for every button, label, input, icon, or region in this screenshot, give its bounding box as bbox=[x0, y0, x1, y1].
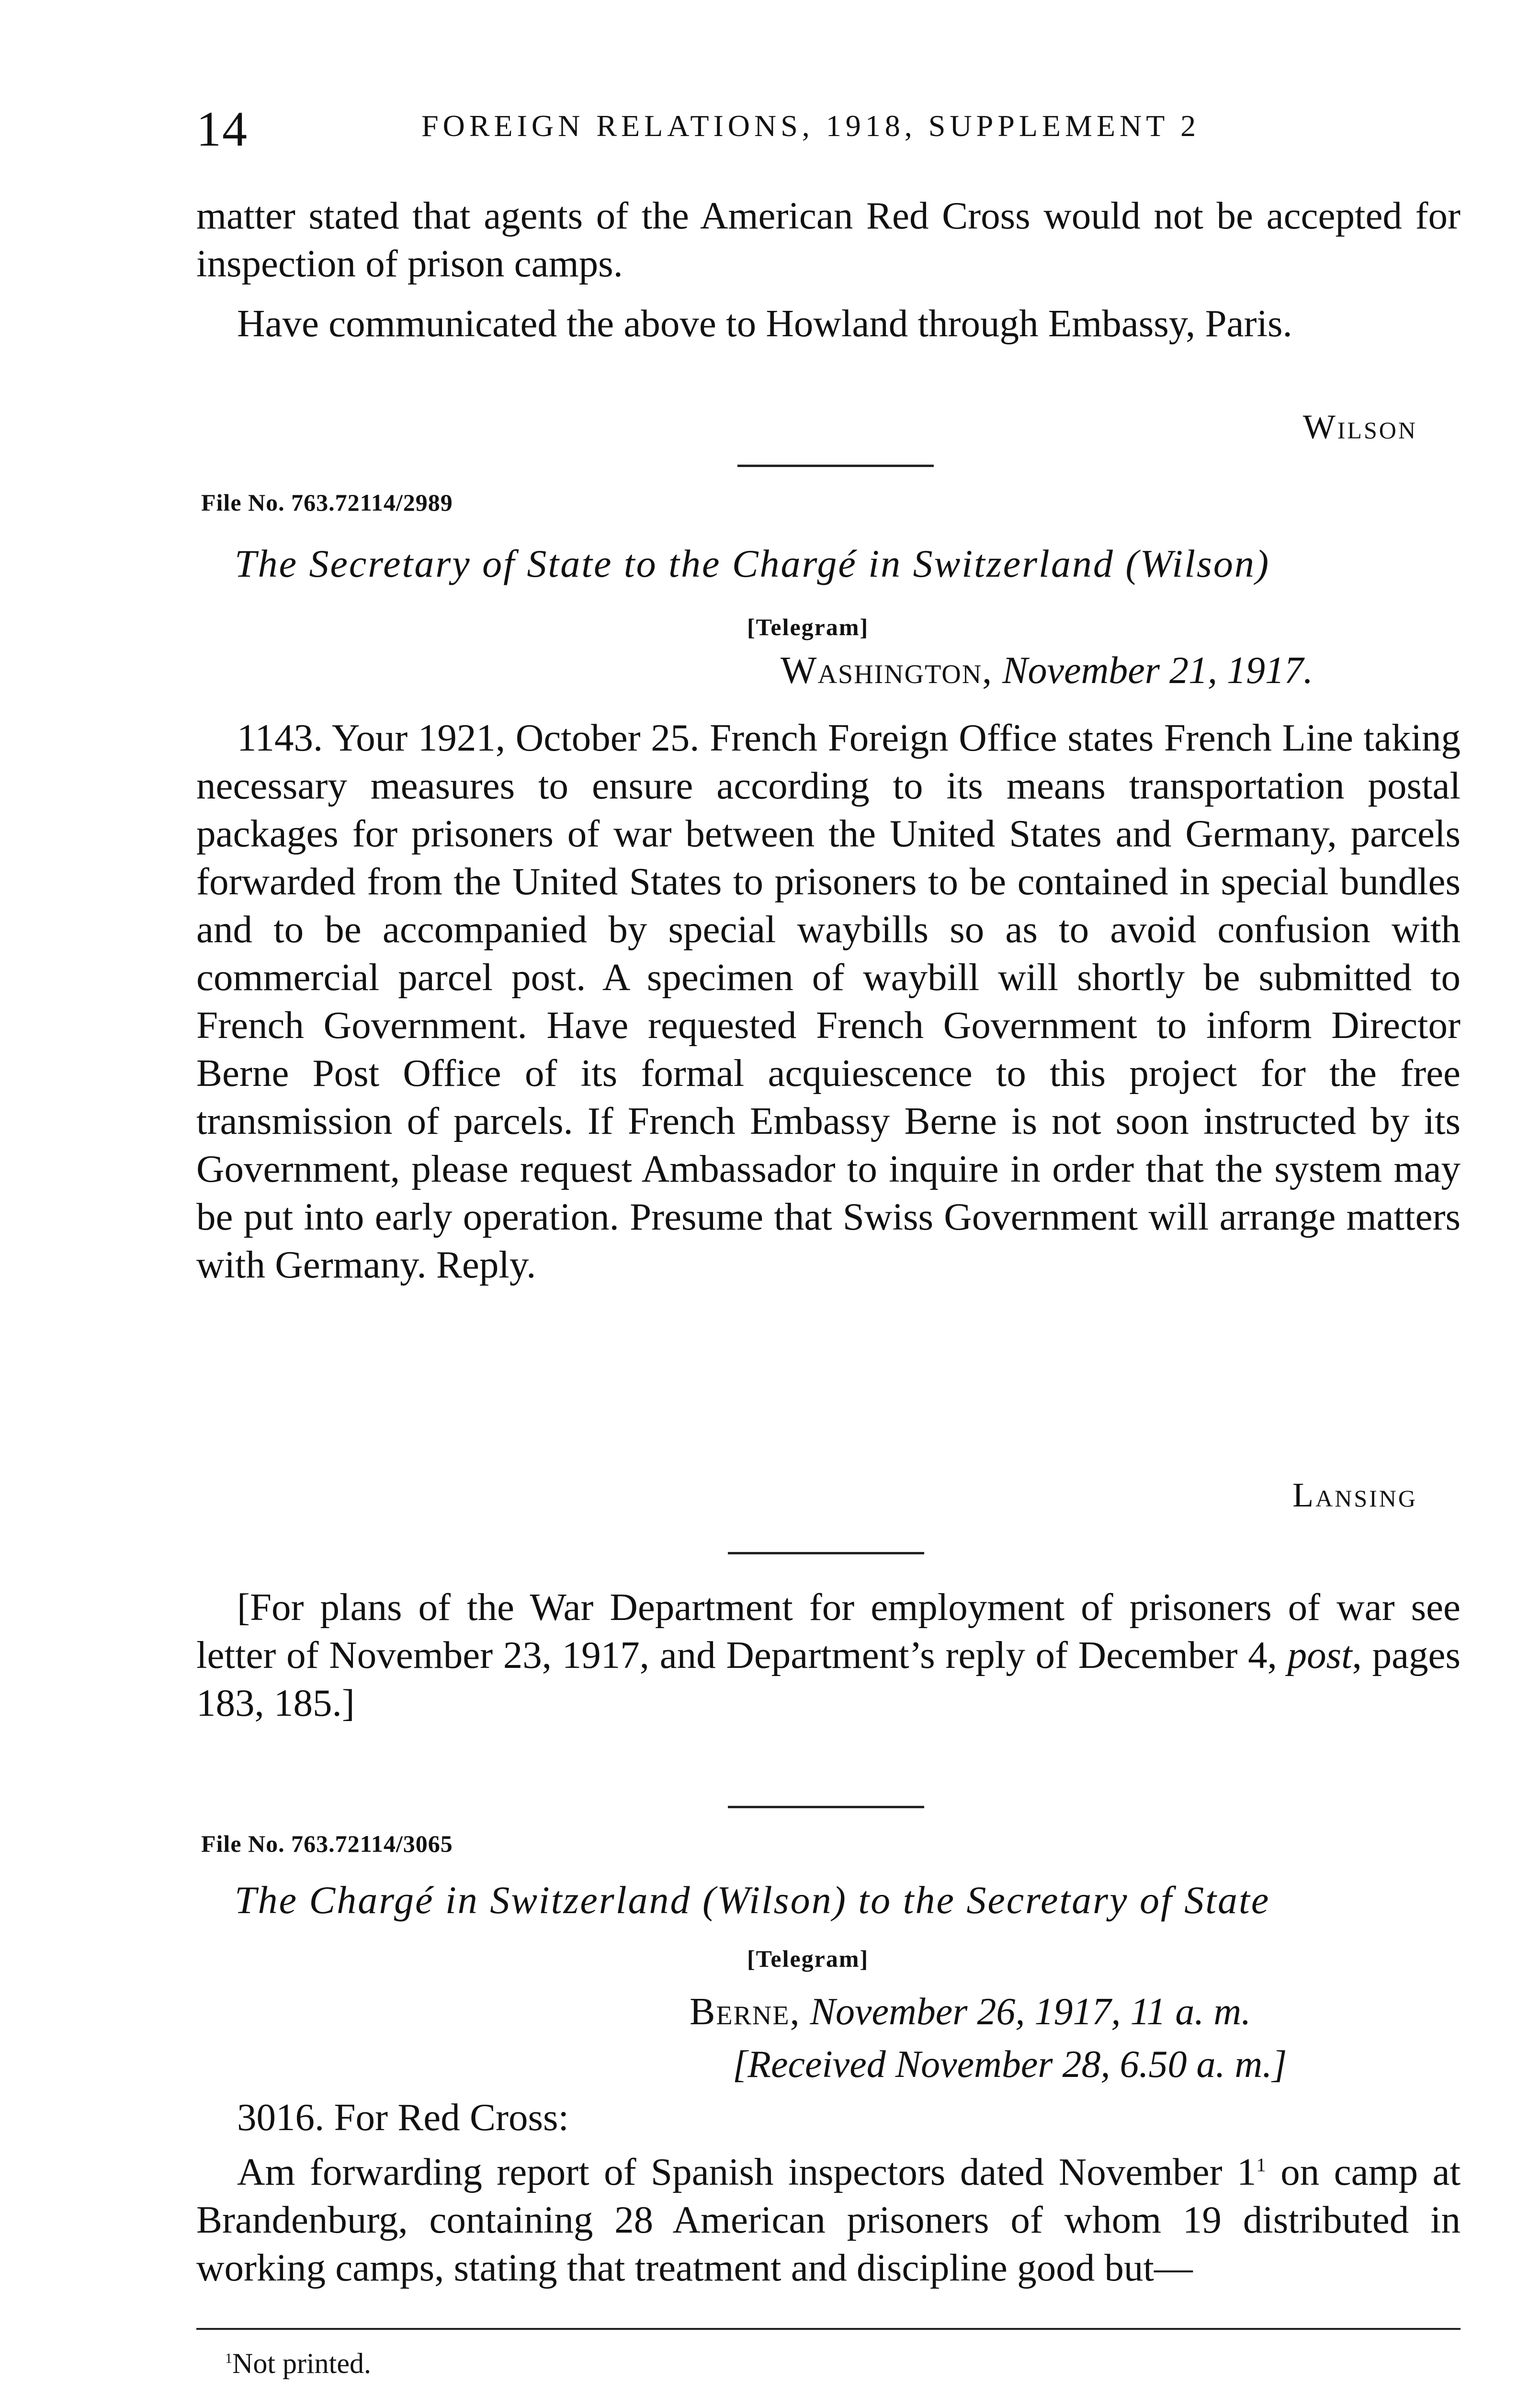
document-heading bbox=[235, 1878, 1270, 1923]
heading-text-end: to the Secretary of State bbox=[858, 1878, 1270, 1922]
dateline-place: Berne, bbox=[690, 1991, 801, 2033]
paragraph-continued: matter stated that agents of the American Red Cross would not be accepted for inspection of prison camps. bbox=[196, 194, 1461, 285]
telegram-body bbox=[196, 2141, 1461, 2292]
section-divider bbox=[737, 465, 934, 467]
file-number: File No. 763.72114/3065 bbox=[201, 1830, 453, 1857]
page-header bbox=[196, 96, 1461, 163]
note-text-after: , pages 183, 185.] bbox=[196, 1633, 1461, 1724]
footnote-marker: 1 bbox=[225, 2350, 232, 2366]
dateline bbox=[781, 649, 1313, 693]
footnote-text: Not printed. bbox=[232, 2348, 371, 2379]
telegram-body: 1143. Your 1921, October 25. French Foreign Office states French Line taking necessary measures to ensure according to its means transportation postal packages for prisoners of war between the United States and Germany, parcels forwarded from the United States to prisoners to be contained in special bundles and to be accompanied by special waybills so as to avoid confusion with commercial parcel post. A specimen of waybill will shortly be submitted to French Government. Have requested French Government to inform Director Berne Post Office of its formal acquiescence to this project for the free transmission of parcels. If French Embassy Berne is not soon instructed by its Government, please request Ambassador to inquire in order that the system may be put into early operation. Presume that Swiss Government will arrange matters with Germany. Reply. bbox=[196, 716, 1461, 1286]
note-text-before: [For plans of the War Department for employment of prisoners of war see letter of November 23, 1917, and Department’s reply of December 4, bbox=[196, 1585, 1461, 1676]
dateline-date: November 21, 1917. bbox=[1002, 650, 1313, 692]
heading-text: The Secretary of State to the Chargé in Switzerland bbox=[235, 542, 1114, 585]
heading-text: The Chargé in Switzerland bbox=[235, 1878, 691, 1922]
section-divider bbox=[728, 1552, 924, 1554]
paragraph-communicated: Have communicated the above to Howland through Embassy, Paris. bbox=[237, 302, 1292, 345]
heading-name: (Wilson) bbox=[702, 1878, 847, 1922]
footnote-rule bbox=[196, 2328, 1461, 2330]
dateline-date: November 26, 1917, 11 a. m. bbox=[810, 1991, 1251, 2033]
signature-wilson: Wilson bbox=[1302, 408, 1417, 446]
telegram-line: 3016. For Red Cross: bbox=[237, 2096, 569, 2139]
file-number: File No. 763.72114/2989 bbox=[201, 489, 453, 516]
body-text-before: Am forwarding report of Spanish inspectors dated November 1 bbox=[237, 2150, 1257, 2193]
heading-name: (Wilson) bbox=[1125, 542, 1270, 585]
note-post: post bbox=[1287, 1633, 1352, 1676]
telegram-label: [Telegram] bbox=[747, 1945, 869, 1972]
received-line: [Received November 28, 6.50 a. m.] bbox=[733, 2043, 1287, 2086]
footnote-reference: 1 bbox=[1256, 2154, 1266, 2176]
running-title: FOREIGN RELATIONS, 1918, SUPPLEMENT 2 bbox=[421, 109, 1200, 143]
signature-lansing: Lansing bbox=[1292, 1476, 1417, 1514]
body-text-after: on camp at Brandenburg, containing 28 American prisoners of whom 19 distributed in working camps, stating that treatment and discipline good but— bbox=[196, 2150, 1461, 2289]
footnote bbox=[225, 2347, 371, 2380]
section-divider bbox=[728, 1806, 924, 1808]
telegram-label: [Telegram] bbox=[747, 614, 869, 640]
dateline bbox=[690, 1990, 1251, 2034]
editorial-note bbox=[196, 1583, 1461, 1727]
dateline-place: Washington, bbox=[781, 650, 993, 692]
page-number: 14 bbox=[196, 102, 248, 157]
document-heading bbox=[235, 541, 1270, 586]
